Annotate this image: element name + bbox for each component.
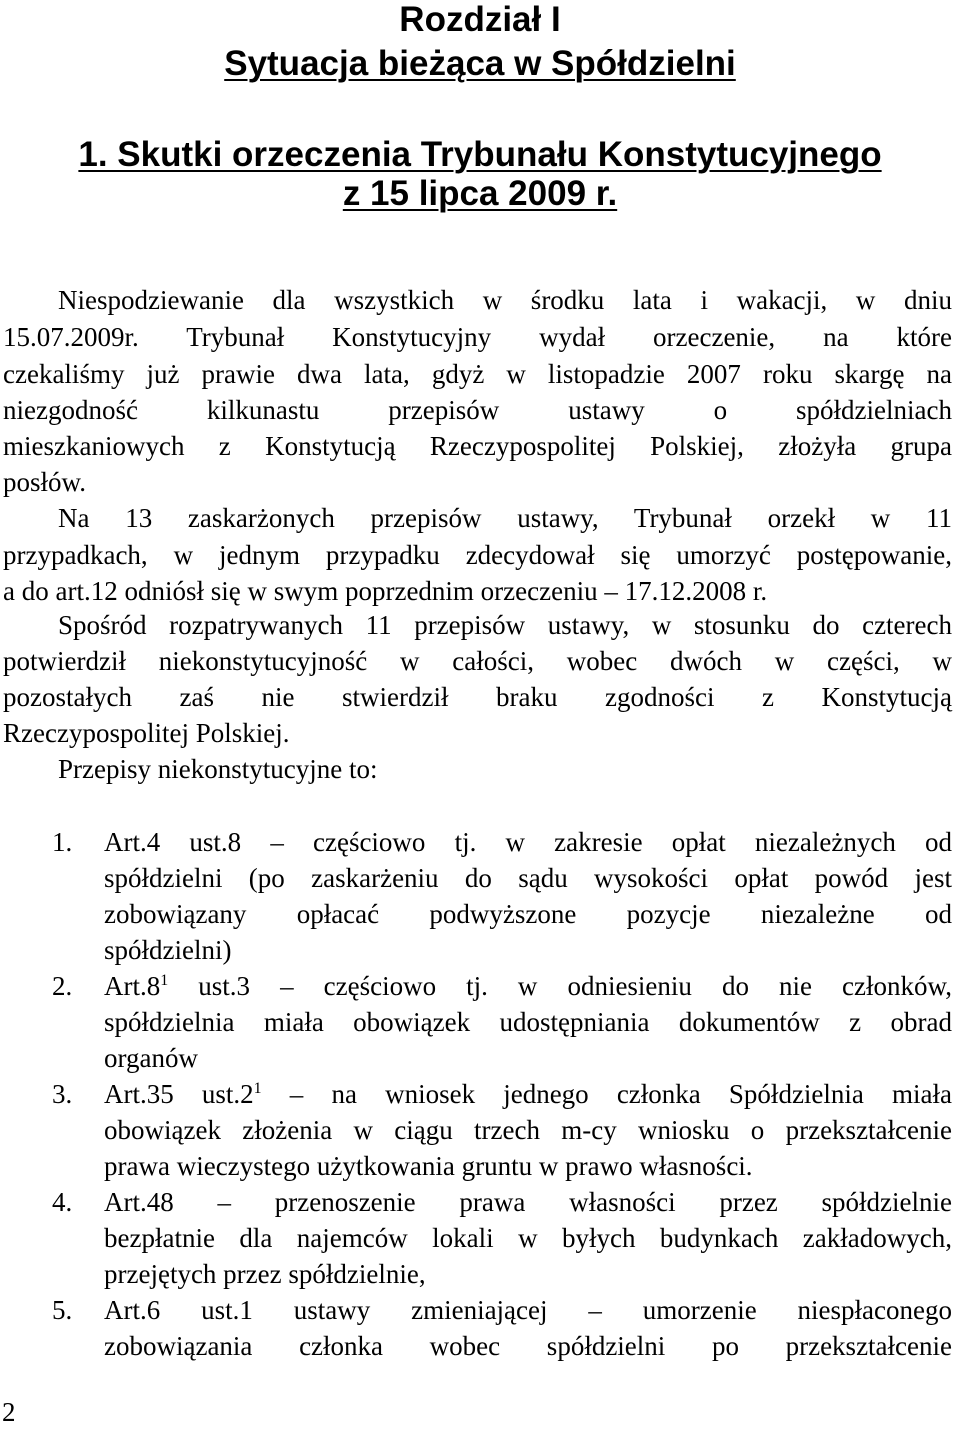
list-item-line-rest: ust.3 – częściowo tj. w odniesieniu do nie członków, <box>168 971 952 1001</box>
paragraph-2-line: a do art.12 odniósł się w swym poprzednim orzeczeniu – 17.12.2008 r. <box>3 576 768 606</box>
list-item-number: 4. <box>52 1187 73 1217</box>
chapter-title-text: Sytuacja bieżąca w Spółdzielni <box>224 44 736 83</box>
list-item-line: organów <box>104 1043 198 1073</box>
section-title-line2-text: z 15 lipca 2009 r. <box>342 174 618 213</box>
chapter-heading: Rozdział I <box>399 0 561 39</box>
list-item-number: 2. <box>52 971 73 1001</box>
paragraph-1-line: Niespodziewanie dla wszystkich w środku lata i wakacji, w dniu <box>58 285 952 315</box>
chapter-title <box>0 44 960 84</box>
list-item-line: spółdzielni) <box>104 935 232 965</box>
list-item-line: przejętych przez spółdzielnie, <box>104 1259 426 1289</box>
paragraph-1-line: mieszkaniowych z Konstytucją Rzeczypospolitej Polskiej, złożyła grupa <box>3 431 952 461</box>
list-item-number: 3. <box>52 1079 73 1109</box>
paragraph-3-line: Rzeczypospolitej Polskiej. <box>3 718 290 748</box>
list-item-line-rest: – na wniosek jednego członka Spółdzielnia miała <box>261 1079 953 1109</box>
article-ref: Art.8 <box>104 971 161 1001</box>
list-item-line: Art.4 ust.8 – częściowo tj. w zakresie opłat niezależnych od <box>104 827 952 857</box>
list-item-line: zobowiązany opłacać podwyższone pozycje niezależne od <box>104 899 952 929</box>
list-item-line <box>104 968 952 1004</box>
paragraph-3-line: potwierdził niekonstytucyjność w całości, wobec dwóch w części, w <box>3 646 952 676</box>
superscript: 1 <box>160 972 169 989</box>
paragraph-1-line: 15.07.2009r. Trybunał Konstytucyjny wydał orzeczenie, na które <box>3 322 952 352</box>
list-item-line: spółdzielni (po zaskarżeniu do sądu wysokości opłat powód jest <box>104 863 952 893</box>
list-item-number: 5. <box>52 1295 73 1325</box>
list-item-line: spółdzielnia miała obowiązek udostępniania dokumentów z obrad <box>104 1007 952 1037</box>
paragraph-1-line: niezgodność kilkunastu przepisów ustawy o spółdzielniach <box>3 395 952 425</box>
paragraph-3-line: Spośród rozpatrywanych 11 przepisów ustawy, w stosunku do czterech <box>58 610 952 640</box>
section-title-line2 <box>0 174 960 214</box>
paragraph-1-line: posłów. <box>3 467 87 497</box>
paragraph-1-line: czekaliśmy już prawie dwa lata, gdyż w listopadzie 2007 roku skargę na <box>3 359 952 389</box>
page-number: 2 <box>2 1397 16 1427</box>
list-item-number: 1. <box>52 827 73 857</box>
superscript: 1 <box>253 1080 262 1097</box>
paragraph-2-line: Na 13 zaskarżonych przepisów ustawy, Trybunał orzekł w 11 <box>58 503 952 533</box>
list-item-line: Art.6 ust.1 ustawy zmieniającej – umorzenie niespłaconego <box>104 1295 952 1325</box>
list-item-line: obowiązek złożenia w ciągu trzech m-cy wniosku o przekształcenie <box>104 1115 952 1145</box>
section-title-line1 <box>0 135 960 175</box>
section-title-line1-text: 1. Skutki orzeczenia Trybunału Konstytucyjnego <box>78 135 882 174</box>
list-item-line: zobowiązania członka wobec spółdzielni po przekształcenie <box>104 1331 952 1361</box>
paragraph-4-line: Przepisy niekonstytucyjne to: <box>58 754 378 784</box>
list-item-line: bezpłatnie dla najemców lokali w byłych budynkach zakładowych, <box>104 1223 952 1253</box>
article-ref: Art.35 ust.2 <box>104 1079 254 1109</box>
paragraph-2-line: przypadkach, w jednym przypadku zdecydował się umorzyć postępowanie, <box>3 540 952 570</box>
list-item-line <box>104 1076 952 1112</box>
paragraph-3-line: pozostałych zaś nie stwierdził braku zgodności z Konstytucją <box>3 682 952 712</box>
list-item-line: Art.48 – przenoszenie prawa własności przez spółdzielnie <box>104 1187 952 1217</box>
list-item-line: prawa wieczystego użytkowania gruntu w prawo własności. <box>104 1151 753 1181</box>
